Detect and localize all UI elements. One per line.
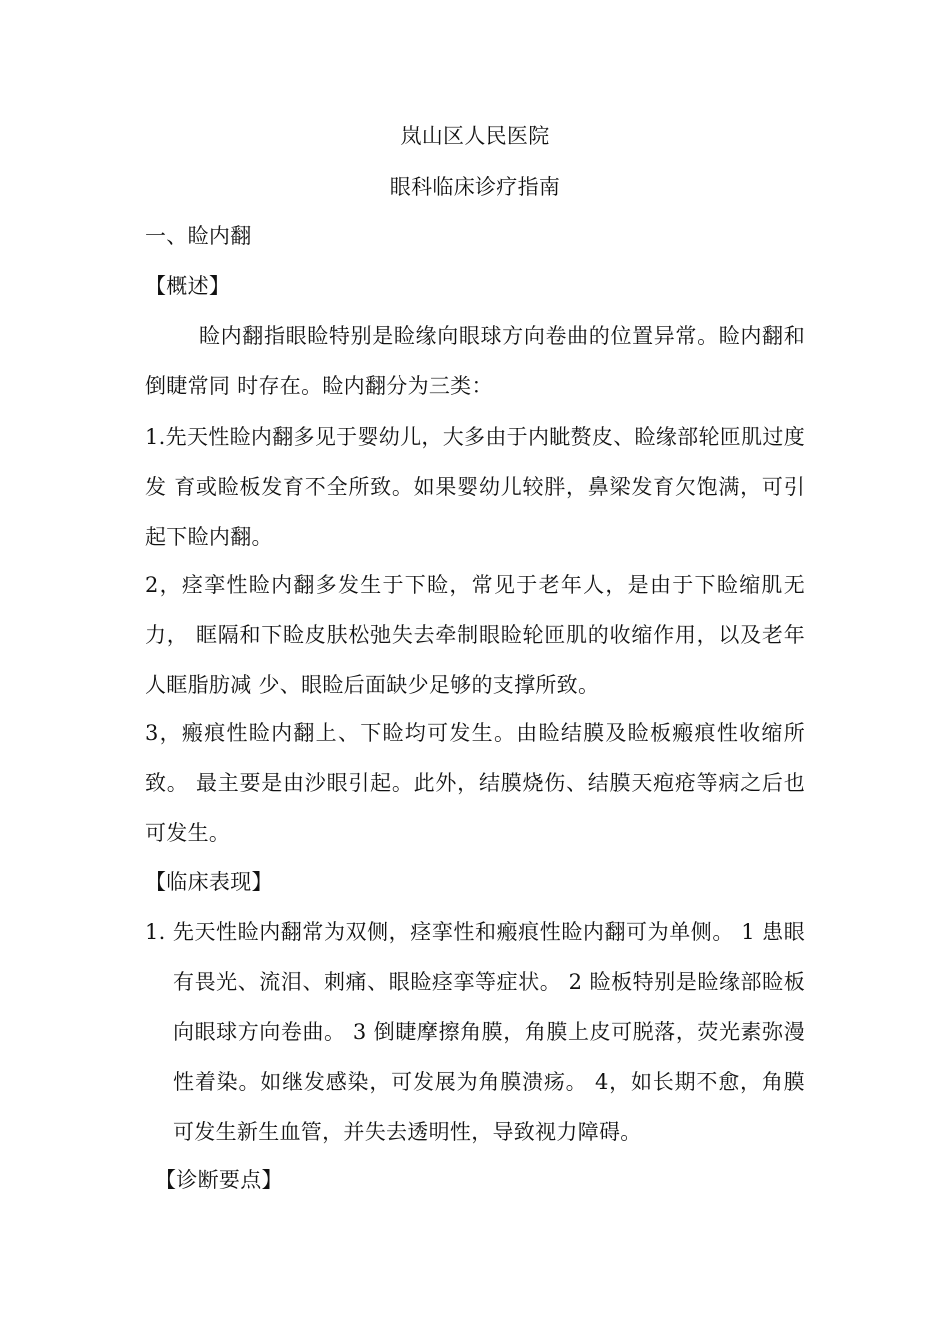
overview-label: 【概述】: [145, 274, 231, 298]
document-title: 眼科临床诊疗指南: [389, 175, 561, 199]
overview-paragraph: 睑内翻指眼睑特别是睑缘向眼球方向卷曲的位置异常。睑内翻和倒睫常同 时存在。睑内翻分为三类：: [145, 324, 805, 398]
clinical-paragraph: 1. 先天性睑内翻常为双侧，痉挛性和瘢痕性睑内翻可为单侧。 1 患眼有畏光、流泪、刺痛、眼睑痉挛等症状。 2 睑板特别是睑缘部睑板向眼球方向卷曲。 3 倒睫摩擦角膜，角膜上皮可脱落，荧光素弥漫性着染。如继发感染，可发展为角膜溃疡。 4，如长期不愈，角膜可发生新生血管，并失去透明性，导致视力障碍。: [145, 920, 805, 1144]
clinical-label: 【临床表现】: [145, 870, 273, 894]
type-congenital-paragraph: 1.先天性睑内翻多见于婴幼儿，大多由于内眦赘皮、睑缘部轮匝肌过度发 育或睑板发育不全所致。如果婴幼儿较胖，鼻梁发育欠饱满，可引起下睑内翻。: [145, 425, 805, 549]
section-heading: 一、睑内翻: [145, 224, 252, 248]
type-spastic-paragraph: 2，痉挛性睑内翻多发生于下睑，常见于老年人，是由于下睑缩肌无力， 眶隔和下睑皮肤松弛失去牵制眼睑轮匝肌的收缩作用，以及老年人眶脂肪减 少、眼睑后面缺少足够的支撑所致。: [145, 573, 805, 697]
type-cicatricial-paragraph: 3，瘢痕性睑内翻上、下睑均可发生。由睑结膜及睑板瘢痕性收缩所致。 最主要是由沙眼引起。此外，结膜烧伤、结膜天疱疮等病之后也可发生。: [145, 721, 805, 845]
diagnosis-label: 【诊断要点】: [155, 1168, 283, 1192]
hospital-name: 岚山区人民医院: [400, 124, 550, 148]
